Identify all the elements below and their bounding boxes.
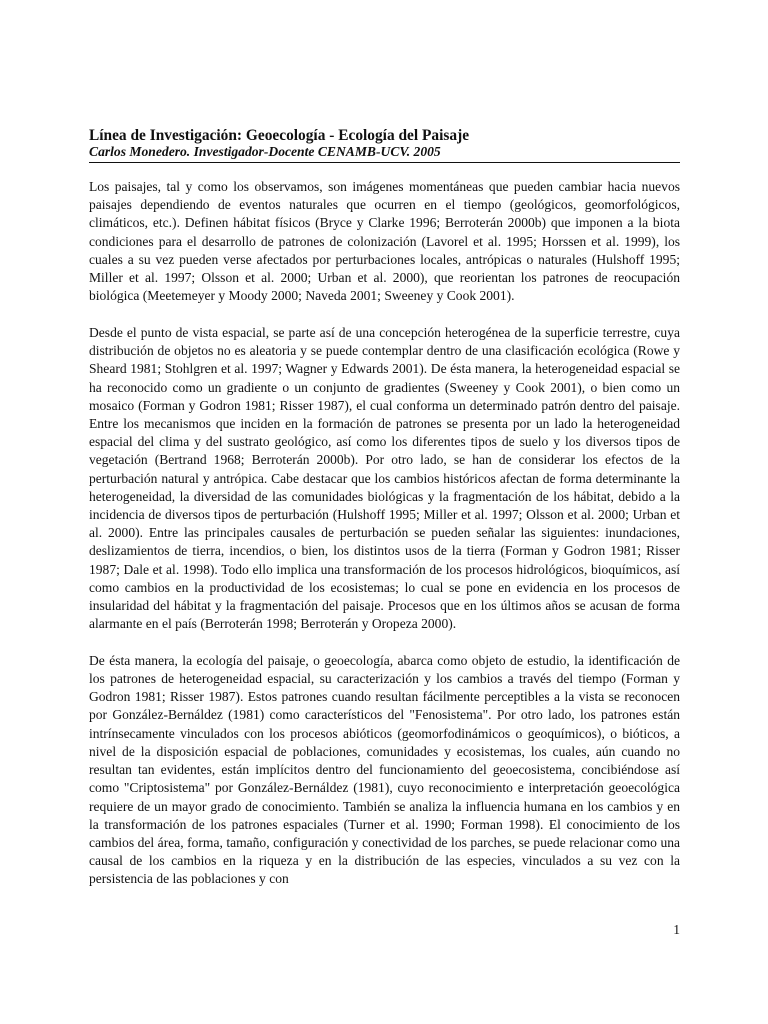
page-number: 1 <box>673 922 680 937</box>
document-header <box>89 127 680 160</box>
paragraph-3: De ésta manera, la ecología del paisaje, o geoecología, abarca como objeto de estudio, la identificación de los patrones de heterogeneidad espacial, su caracterización y los cambios a través del tiempo (Forman y Godron 1981; Risser 1987). Estos patrones cuando resultan fácilmente perceptibles a la vista se reconocen por González-Bernáldez (1981) como característicos del "Fenosistema". Por otro lado, los patrones están intrínsecamente vinculados con los procesos abióticos (geomorfodinámicos o geoquímicos), o bióticos, a nivel de la disposición espacial de poblaciones, comunidades y ecosistemas, los cuales, aún cuando no resultan tan evidentes, están implícitos dentro del funcionamiento del geoecosistema, concibiéndose así como "Criptosistema" por González-Bernáldez (1981), cuyo reconocimiento e interpretación geoecológica requiere de un mayor grado de conocimiento. También se analiza la influencia humana en los cambios y en la transformación de los patrones espaciales (Turner et al. 1990; Forman 1998). El conocimiento de los cambios del área, forma, tamaño, configuración y conectividad de los parches, se puede relacionar como una causal de los cambios en la riqueza y en la distribución de las especies, vinculados a su vez con la persistencia de las poblaciones y con <box>89 652 680 887</box>
document-body <box>89 178 680 907</box>
paragraph-2: Desde el punto de vista espacial, se parte así de una concepción heterogénea de la superficie terrestre, cuya distribución de objetos no es aleatoria y se puede contemplar dentro de una clasificación ecológica (Rowe y Sheard 1981; Stohlgren et al. 1997; Wagner y Edwards 2001). De ésta manera, la heterogeneidad espacial se ha reconocido como un gradiente o un conjunto de gradientes (Sweeney y Cook 2001), o bien como un mosaico (Forman y Godron 1981; Risser 1987), el cual conforma un determinado patrón dentro del paisaje. Entre los mecanismos que inciden en la formación de patrones se presenta por un lado la heterogeneidad espacial del clima y del sustrato geológico, así como los diferentes tipos de suelo y los diversos tipos de vegetación (Bertrand 1968; Berroterán 2000b). Por otro lado, se han de considerar los efectos de la perturbación natural y antrópica. Cabe destacar que los cambios históricos afectan de forma determinante la heterogeneidad, la diversidad de las comunidades biológicas y la fragmentación de los hábitat, debido a la incidencia de diversos tipos de perturbación (Hulshoff 1995; Miller et al. 1997; Olsson et al. 2000; Urban et al. 2000). Entre las principales causales de perturbación se pueden señalar las siguientes: inundaciones, deslizamientos de tierra, incendios, o bien, los distintos usos de la tierra (Forman y Godron 1981; Risser 1987; Dale et al. 1998). Todo ello implica una transformación de los procesos hidrológicos, bioquímicos, así como cambios en la productividad de los ecosistemas; lo cual se pone en evidencia en los procesos de insularidad del hábitat y la fragmentación del paisaje. Procesos que en los últimos años se acusan de forma alarmante en el país (Berroterán 1998; Berroterán y Oropeza 2000). <box>89 324 680 632</box>
document-title: Línea de Investigación: Geoecología - Ecología del Paisaje <box>89 127 470 144</box>
document-author-line: Carlos Monedero. Investigador-Docente CENAMB-UCV. 2005 <box>89 144 441 159</box>
paragraph-1: Los paisajes, tal y como los observamos, son imágenes momentáneas que pueden cambiar hacia nuevos paisajes dependiendo de eventos naturales que ocurren en el tiempo (geológicos, geomorfológicos, climáticos, etc.). Definen hábitat físicos (Bryce y Clarke 1996; Berroterán 2000b) que imponen a la biota condiciones para el desarrollo de patrones de colonización (Lavorel et al. 1995; Horssen et al. 1999), los cuales a su vez pueden verse afectados por perturbaciones locales, antrópicas o naturales (Hulshoff 1995; Miller et al. 1997; Olsson et al. 2000; Urban et al. 2000), que reorientan los patrones de reocupación biológica (Meetemeyer y Moody 2000; Naveda 2001; Sweeney y Cook 2001). <box>89 179 680 304</box>
header-divider <box>89 162 680 163</box>
